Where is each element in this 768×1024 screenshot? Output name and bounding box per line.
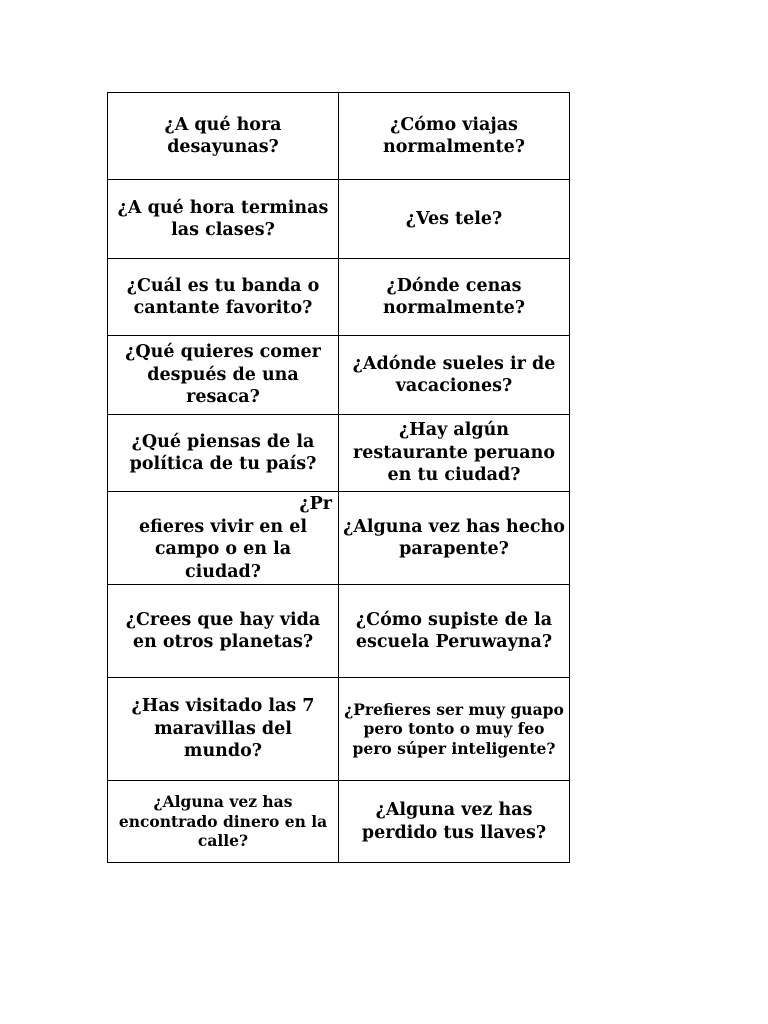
card-row [108,93,570,180]
card-row [108,415,570,492]
question-card: ¿Hay algún restaurante peruano en tu ciudad? [339,415,570,492]
question-card-text-start: ¿Pr [299,494,332,514]
question-card: ¿A qué hora desayunas? [108,93,339,180]
question-card: ¿Cuál es tu banda o cantante favorito? [108,259,339,336]
question-card: ¿Alguna vez has hecho parapente? [339,492,570,585]
question-card [108,492,339,585]
card-row [108,678,570,781]
question-card: ¿Ves tele? [339,180,570,259]
question-card: ¿Prefieres ser muy guapo pero tonto o muy feo pero súper inteligente? [339,678,570,781]
question-card-text-rest: efieres vivir en el campo o en la ciudad? [139,516,307,582]
card-row [108,585,570,678]
question-card: ¿Cómo viajas normalmente? [339,93,570,180]
question-card: ¿Adónde sueles ir de vacaciones? [339,336,570,415]
question-card: ¿Alguna vez has encontrado dinero en la calle? [108,781,339,863]
question-card: ¿Crees que hay vida en otros planetas? [108,585,339,678]
question-card: ¿Alguna vez has perdido tus llaves? [339,781,570,863]
question-card: ¿A qué hora terminas las clases? [108,180,339,259]
card-row [108,259,570,336]
question-card: ¿Has visitado las 7 maravillas del mundo? [108,678,339,781]
card-row [108,336,570,415]
card-row [108,180,570,259]
question-card: ¿Dónde cenas normalmente? [339,259,570,336]
question-card: ¿Qué piensas de la política de tu país? [108,415,339,492]
question-card: ¿Cómo supiste de la escuela Peruwayna? [339,585,570,678]
question-card: ¿Qué quieres comer después de una resaca? [108,336,339,415]
card-row [108,781,570,863]
question-cards-table [107,92,570,863]
card-row [108,492,570,585]
